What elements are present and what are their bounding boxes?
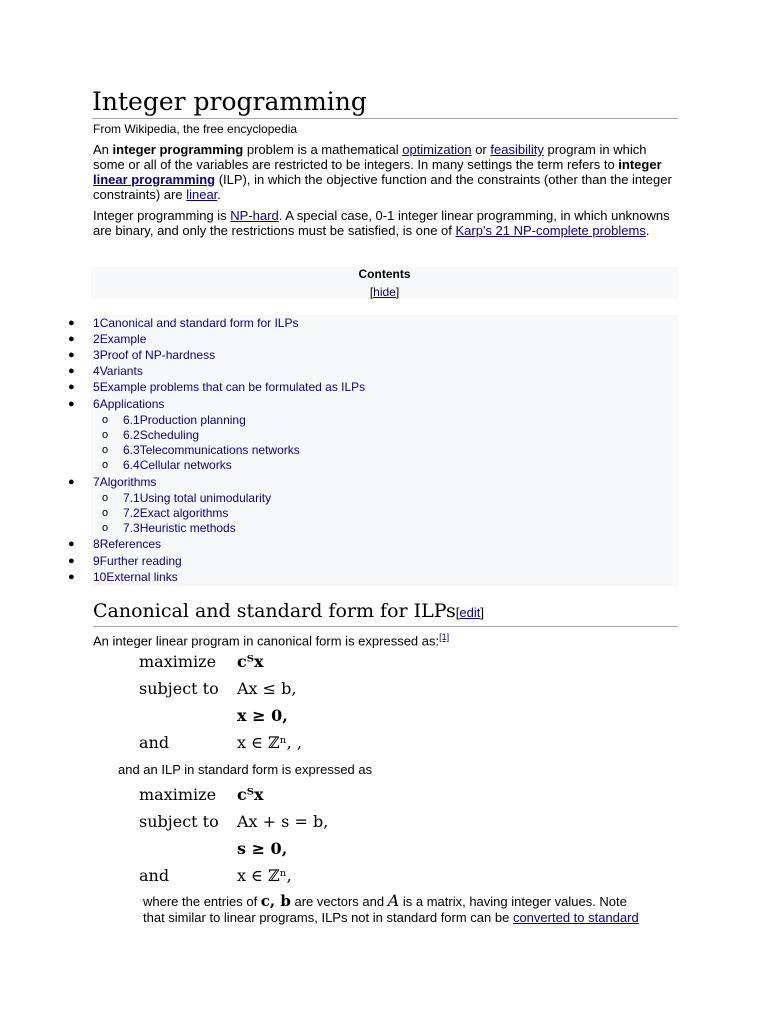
term-integer-programming: integer programming — [112, 142, 244, 157]
toc-item-label: Example — [99, 332, 147, 346]
standard-intro-text: and an ILP in standard form is expressed as — [118, 762, 373, 777]
toc-item-label: Applications — [99, 397, 165, 411]
toc-item-4[interactable] — [93, 364, 143, 378]
math-A: A — [387, 891, 400, 910]
toc-item-number: 2 — [93, 332, 100, 346]
toc-hide-toggle[interactable]: [hide] — [369, 285, 400, 299]
toc-item-number: 6.4 — [123, 458, 140, 472]
toc-item-number: 4 — [93, 364, 100, 378]
canonical-integrality: x ∈ ℤⁿ, , — [237, 733, 302, 752]
toc-item-number: 1 — [93, 316, 100, 330]
ref-1-link[interactable]: [1] — [439, 632, 450, 642]
canonical-nonneg: x ≥ 0, — [237, 706, 288, 725]
standard-integrality: x ∈ ℤⁿ, — [237, 866, 292, 885]
toc-sub-bullet-icon: o — [102, 429, 109, 441]
standard-subject-label: subject to — [139, 812, 219, 831]
toc-item-number: 6.1 — [123, 413, 140, 427]
toc-item-number: 7.1 — [123, 491, 140, 505]
toc-item-label: Using total unimodularity — [139, 491, 272, 505]
toc-item-6-1[interactable] — [123, 413, 246, 427]
canonical-intro-text: An integer linear program in canonical form is expressed as:[1] — [93, 632, 450, 649]
tagline: From Wikipedia, the free encyclopedia — [93, 122, 298, 136]
toc-sub-bullet-icon: o — [102, 492, 109, 504]
intro-paragraph-2: Integer programming is NP-hard. A special case, 0-1 integer linear programming, in which unknowns are binary, and only the restrictions must be satisfied, is one of Karp's 21 NP-complete problems. — [93, 208, 670, 238]
standard-and-label: and — [139, 866, 170, 885]
where-entries-text: where the entries of c, b are vectors and A is a matrix, having integer values. Note — [143, 891, 627, 910]
math-c-b: c, b — [260, 892, 291, 910]
toc-item-number: 7.2 — [123, 506, 140, 520]
toc-item-label: Proof of NP-hardness — [99, 348, 216, 362]
toc-bullet-icon: ● — [68, 571, 75, 583]
toc-item-label: Canonical and standard form for ILPs — [99, 316, 299, 330]
toc-item-number: 6.2 — [123, 428, 140, 442]
standard-nonneg: s ≥ 0, — [237, 839, 288, 858]
intro-paragraph-1: An integer programming problem is a mathematical optimization or feasibility program in which some or all of the variables are restricted to be integers. In many settings the term refers to integer linear programming (ILP), in which the objective function and the constraints (other than the integer constraints) are linear. — [93, 142, 672, 202]
toc-item-1[interactable] — [93, 316, 298, 330]
toc-item-number: 3 — [93, 348, 100, 362]
toc-item-label: Scheduling — [139, 428, 200, 442]
toc-item-6-2[interactable] — [123, 428, 199, 442]
toc-item-3[interactable] — [93, 348, 215, 362]
edit-link[interactable]: edit — [459, 605, 481, 620]
canonical-constraint: Ax ≤ b, — [237, 679, 297, 698]
toc-bullet-icon: ● — [68, 349, 75, 361]
canonical-objective: cᵀx — [237, 652, 264, 671]
toc-item-6-4[interactable] — [123, 458, 232, 472]
toc-bullet-icon: ● — [68, 476, 75, 488]
toc-item-7-2[interactable] — [123, 506, 228, 520]
link-converted-to-standard[interactable]: converted to standard — [512, 910, 639, 925]
toc-item-number: 6 — [93, 397, 100, 411]
toc-item-2[interactable] — [93, 332, 146, 346]
toc-item-label: Algorithms — [99, 475, 157, 489]
toc-title: Contents — [358, 267, 411, 281]
page-title: Integer programming — [92, 86, 678, 119]
link-np-hard[interactable]: NP-hard — [230, 208, 279, 223]
toc-item-7-1[interactable] — [123, 491, 271, 505]
toc-item-label: Telecommunications networks — [139, 443, 300, 457]
toc-item-7-3[interactable] — [123, 521, 236, 535]
link-linear-programming[interactable]: linear programming — [93, 172, 216, 187]
toc-item-7[interactable] — [93, 475, 156, 489]
standard-maximize-label: maximize — [139, 785, 217, 804]
toc-item-6-3[interactable] — [123, 443, 300, 457]
toc-item-label: Production planning — [139, 413, 246, 427]
toc-bullet-icon: ● — [68, 333, 75, 345]
toc-bullet-icon: ● — [68, 381, 75, 393]
toc-item-label: Exact algorithms — [139, 506, 229, 520]
toc-bullet-icon: ● — [68, 555, 75, 567]
toc-bullet-icon: ● — [68, 317, 75, 329]
canonical-subject-label: subject to — [139, 679, 219, 698]
toc-item-number: 5 — [93, 380, 100, 394]
toc-bullet-icon: ● — [68, 365, 75, 377]
toc-item-label: Example problems that can be formulated as ILPs — [99, 380, 366, 394]
toc-item-label: Heuristic methods — [139, 521, 236, 535]
converted-text: that similar to linear programs, ILPs not in standard form can be converted to standard — [143, 910, 639, 925]
toc-hide-link[interactable]: hide — [373, 285, 396, 299]
toc-item-number: 7 — [93, 475, 100, 489]
toc-sub-bullet-icon: o — [102, 444, 109, 456]
canonical-and-label: and — [139, 733, 170, 752]
canonical-maximize-label: maximize — [139, 652, 217, 671]
toc-item-8[interactable] — [93, 537, 161, 551]
section-edit[interactable]: [edit] — [455, 605, 484, 620]
standard-objective: cᵀx — [237, 785, 264, 804]
toc-sub-bullet-icon: o — [102, 522, 109, 534]
toc-header — [91, 267, 678, 299]
toc-sub-bullet-icon: o — [102, 459, 109, 471]
link-linear[interactable]: linear — [186, 187, 218, 202]
toc-item-label: Cellular networks — [139, 458, 232, 472]
toc-item-number: 9 — [93, 554, 100, 568]
link-optimization[interactable]: optimization — [402, 142, 472, 157]
toc-bullet-icon: ● — [68, 538, 75, 550]
toc-item-label: Further reading — [99, 554, 182, 568]
toc-item-5[interactable] — [93, 380, 365, 394]
toc-item-10[interactable] — [93, 570, 178, 584]
toc-item-number: 6.3 — [123, 443, 140, 457]
toc-item-number: 10 — [93, 570, 107, 584]
toc-item-label: External links — [106, 570, 178, 584]
toc-item-label: References — [99, 537, 162, 551]
standard-constraint: Ax + s = b, — [237, 812, 329, 831]
toc-item-6[interactable] — [93, 397, 164, 411]
toc-item-label: Variants — [99, 364, 143, 378]
toc-sub-bullet-icon: o — [102, 507, 109, 519]
section-heading-canonical: Canonical and standard form for ILPs[edit] — [93, 598, 678, 627]
toc-bullet-icon: ● — [68, 398, 75, 410]
toc-sub-bullet-icon: o — [102, 414, 109, 426]
toc-item-9[interactable] — [93, 554, 182, 568]
toc-item-number: 8 — [93, 537, 100, 551]
link-karps-21[interactable]: Karp's 21 NP-complete problems — [455, 223, 646, 238]
toc-item-number: 7.3 — [123, 521, 140, 535]
link-feasibility[interactable]: feasibility — [490, 142, 544, 157]
